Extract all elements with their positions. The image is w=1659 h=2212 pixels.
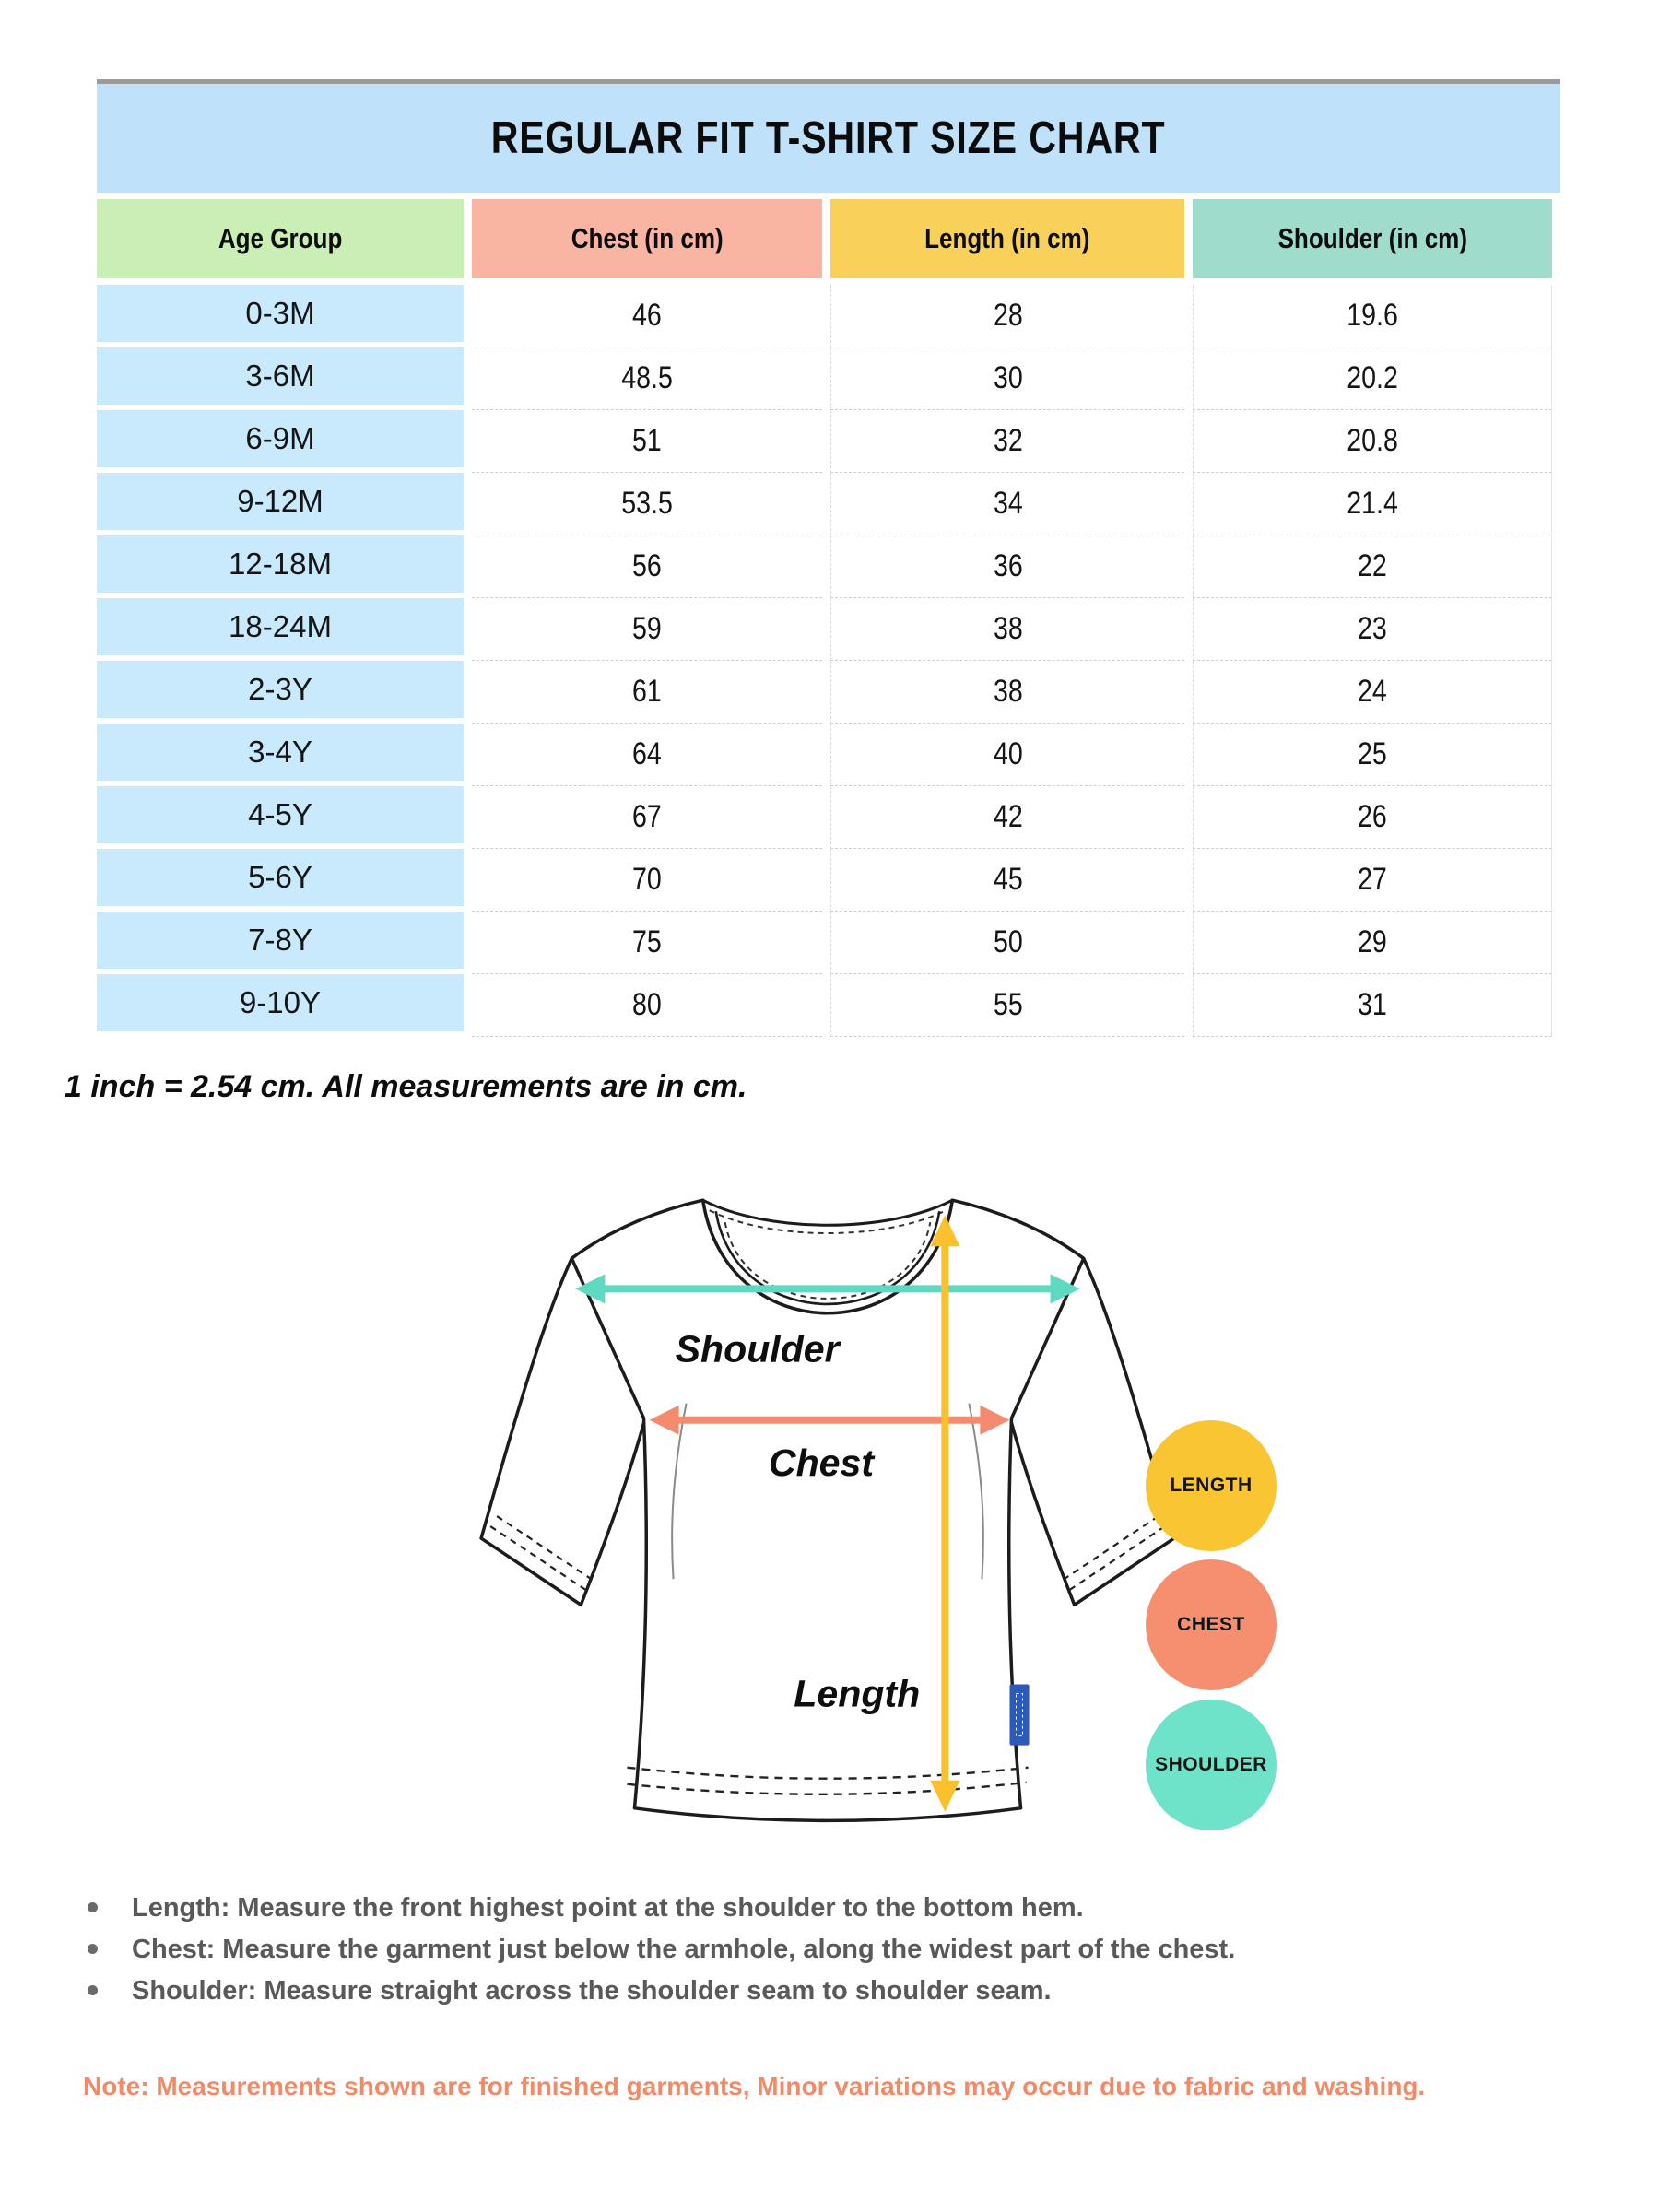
length-badge: LENGTH xyxy=(1146,1420,1277,1551)
shoulder-cell: 22 xyxy=(1193,535,1552,598)
length-cell: 36 xyxy=(830,535,1184,598)
age-cell: 6-9M xyxy=(97,410,464,467)
unit-conversion-note: 1 inch = 2.54 cm. All measurements are in cm. xyxy=(65,1069,747,1104)
chest-cell: 67 xyxy=(472,786,822,849)
size-rows xyxy=(97,285,1560,1037)
header-length: Length (in cm) xyxy=(830,199,1184,278)
chest-cell: 48.5 xyxy=(472,347,822,410)
length-cell: 38 xyxy=(830,661,1184,724)
chest-cell: 80 xyxy=(472,974,822,1037)
age-cell: 7-8Y xyxy=(97,912,464,969)
instruction-chest: Chest: Measure the garment just below the armhole, along the widest part of the chest. xyxy=(88,1933,1235,1974)
chest-cell: 70 xyxy=(472,849,822,912)
shoulder-cell: 25 xyxy=(1193,724,1552,786)
shoulder-cell: 26 xyxy=(1193,786,1552,849)
shoulder-cell: 29 xyxy=(1193,912,1552,974)
header-age-group: Age Group xyxy=(97,199,464,278)
chest-cell: 46 xyxy=(472,285,822,347)
table-row xyxy=(97,974,1560,1037)
bullet-icon xyxy=(88,1944,98,1954)
length-cell: 34 xyxy=(830,473,1184,535)
table-row xyxy=(97,285,1560,347)
footnote: Note: Measurements shown are for finished garments, Minor variations may occur due to fabric and washing. xyxy=(83,2072,1426,2100)
table-row xyxy=(97,724,1560,786)
age-cell: 9-10Y xyxy=(97,974,464,1031)
table-row xyxy=(97,786,1560,849)
chest-cell: 51 xyxy=(472,410,822,473)
chest-label: Chest xyxy=(768,1441,875,1484)
age-cell: 9-12M xyxy=(97,473,464,530)
table-header-row xyxy=(97,199,1560,278)
chest-cell: 61 xyxy=(472,661,822,724)
tshirt-illustration xyxy=(453,1169,1202,1847)
shoulder-label: Shoulder xyxy=(675,1327,840,1371)
length-label: Length xyxy=(794,1672,921,1715)
length-cell: 42 xyxy=(830,786,1184,849)
table-row xyxy=(97,598,1560,661)
age-cell: 2-3Y xyxy=(97,661,464,718)
age-cell: 0-3M xyxy=(97,285,464,342)
shoulder-cell: 21.4 xyxy=(1193,473,1552,535)
shoulder-badge: SHOULDER xyxy=(1146,1700,1277,1830)
shoulder-cell: 23 xyxy=(1193,598,1552,661)
chest-cell: 75 xyxy=(472,912,822,974)
age-cell: 5-6Y xyxy=(97,849,464,906)
tshirt-diagram xyxy=(453,1169,1202,1847)
shoulder-cell: 20.8 xyxy=(1193,410,1552,473)
length-cell: 45 xyxy=(830,849,1184,912)
length-cell: 30 xyxy=(830,347,1184,410)
bullet-icon xyxy=(88,1985,98,1995)
age-cell: 3-4Y xyxy=(97,724,464,781)
shoulder-cell: 31 xyxy=(1193,974,1552,1037)
age-cell: 4-5Y xyxy=(97,786,464,843)
table-row xyxy=(97,849,1560,912)
table-title: REGULAR FIT T-SHIRT SIZE CHART xyxy=(491,113,1166,163)
table-row xyxy=(97,410,1560,473)
chest-cell: 64 xyxy=(472,724,822,786)
header-chest: Chest (in cm) xyxy=(472,199,822,278)
instruction-shoulder: Shoulder: Measure straight across the shoulder seam to shoulder seam. xyxy=(88,1974,1235,2016)
chest-badge: CHEST xyxy=(1146,1559,1277,1690)
chest-cell: 53.5 xyxy=(472,473,822,535)
measurement-instructions xyxy=(88,1891,1235,2016)
table-row xyxy=(97,473,1560,535)
age-cell: 18-24M xyxy=(97,598,464,655)
bullet-icon xyxy=(88,1902,98,1912)
shoulder-cell: 19.6 xyxy=(1193,285,1552,347)
instruction-length: Length: Measure the front highest point at the shoulder to the bottom hem. xyxy=(88,1891,1235,1933)
length-cell: 40 xyxy=(830,724,1184,786)
length-cell: 38 xyxy=(830,598,1184,661)
length-cell: 55 xyxy=(830,974,1184,1037)
shoulder-cell: 20.2 xyxy=(1193,347,1552,410)
size-chart-table xyxy=(97,79,1560,1037)
age-cell: 12-18M xyxy=(97,535,464,593)
age-cell: 3-6M xyxy=(97,347,464,405)
collar-back-stitch xyxy=(710,1210,947,1233)
table-title-bar xyxy=(97,84,1560,193)
table-row xyxy=(97,347,1560,410)
chest-cell: 56 xyxy=(472,535,822,598)
shoulder-cell: 27 xyxy=(1193,849,1552,912)
table-row xyxy=(97,912,1560,974)
table-row xyxy=(97,535,1560,598)
shirt-body xyxy=(571,1200,1083,1820)
header-shoulder: Shoulder (in cm) xyxy=(1193,199,1552,278)
length-cell: 32 xyxy=(830,410,1184,473)
length-cell: 28 xyxy=(830,285,1184,347)
chest-cell: 59 xyxy=(472,598,822,661)
length-cell: 50 xyxy=(830,912,1184,974)
shoulder-cell: 24 xyxy=(1193,661,1552,724)
table-row xyxy=(97,661,1560,724)
